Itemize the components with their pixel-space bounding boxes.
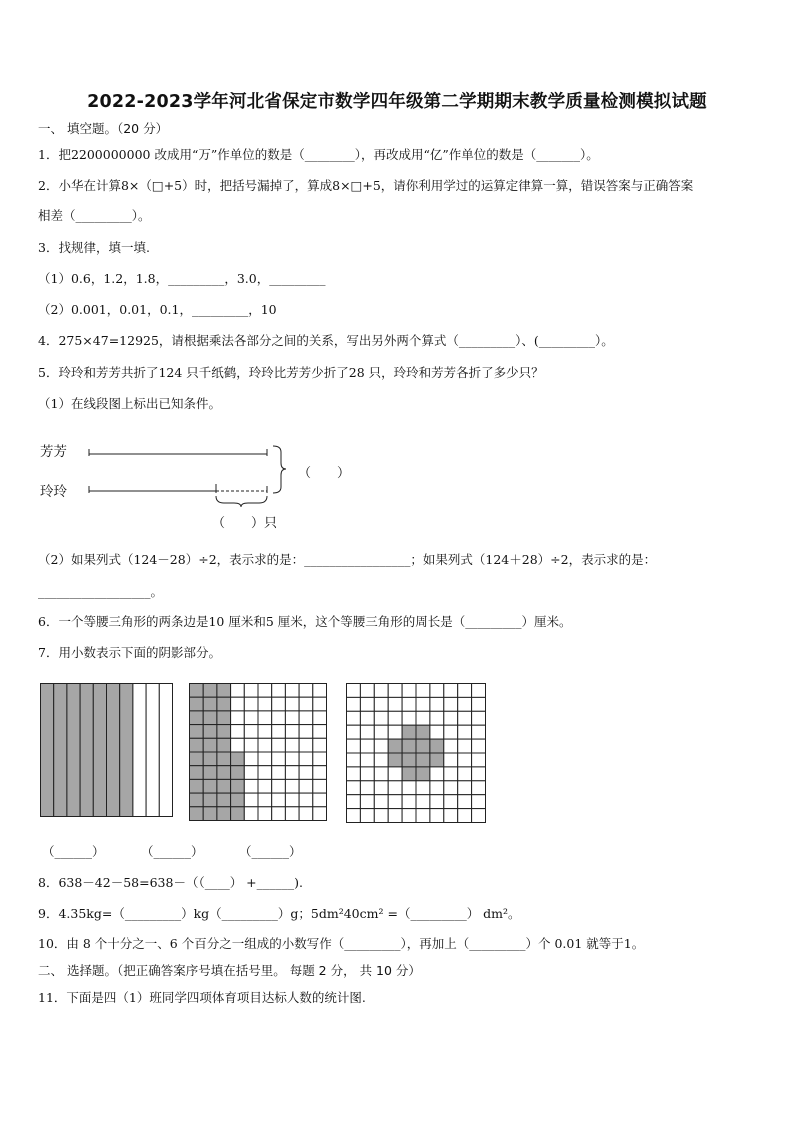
grid-cell	[430, 697, 444, 711]
grid-cell	[347, 795, 361, 809]
question-5-part-2-line-2: __________________。	[38, 584, 164, 599]
grid-cell	[360, 725, 374, 739]
grid-cell	[360, 767, 374, 781]
grid-cell	[258, 738, 272, 752]
question-4: 4．275×47=12925，请根据乘法各部分之间的关系，写出另外两个算式（_________）、(_________）。	[38, 333, 614, 348]
grid-cell	[444, 697, 458, 711]
grid-cell	[231, 711, 245, 725]
shaded-strip	[80, 684, 93, 817]
grid-cell	[374, 684, 388, 698]
grid-cell	[388, 725, 402, 739]
grid-cell	[444, 725, 458, 739]
q7-blank-2: （______）	[141, 844, 204, 859]
grid-cell	[313, 752, 327, 766]
grid-cell	[299, 684, 313, 698]
shaded-cell	[217, 793, 231, 807]
grid-cell	[388, 711, 402, 725]
grid-cell	[444, 781, 458, 795]
grid-cell	[430, 684, 444, 698]
grid-cell	[458, 809, 472, 823]
grid-cell	[272, 697, 286, 711]
grid-cell	[402, 684, 416, 698]
grid-cell	[244, 697, 258, 711]
grid-cell	[244, 766, 258, 780]
grid-cell	[313, 766, 327, 780]
q7-blank-1: （______）	[42, 844, 105, 859]
grid-cell	[272, 711, 286, 725]
shaded-cell	[203, 725, 217, 739]
grid-cell	[244, 807, 258, 821]
grid-cell	[360, 697, 374, 711]
grid-cell	[430, 725, 444, 739]
shaded-cell	[203, 793, 217, 807]
grid-cell	[313, 684, 327, 698]
grid-cell	[472, 795, 486, 809]
shaded-cell	[203, 752, 217, 766]
grid-cell	[272, 752, 286, 766]
shaded-cell	[217, 697, 231, 711]
shaded-strip	[67, 684, 80, 817]
shaded-cell	[388, 753, 402, 767]
grid-cell	[285, 697, 299, 711]
grid-cell	[416, 795, 430, 809]
label-lingling: 玲玲	[40, 484, 67, 500]
grid-cell	[258, 793, 272, 807]
grid-cell	[402, 711, 416, 725]
grid-cell	[313, 779, 327, 793]
grid-cell	[313, 697, 327, 711]
shaded-cell	[402, 725, 416, 739]
grid-cell	[244, 779, 258, 793]
question-5: 5．玲玲和芳芳共折了124 只千纸鹤，玲玲比芳芳少折了28 只，玲玲和芳芳各折了多少只？	[38, 365, 544, 380]
grid-cell	[313, 793, 327, 807]
grid-cell	[244, 793, 258, 807]
grid-cell	[458, 795, 472, 809]
shaded-cell	[203, 807, 217, 821]
shaded-cell	[190, 711, 204, 725]
section-2-heading: 二、 选择题。（把正确答案序号填在括号里。 每题 2 分， 共 10 分）	[38, 963, 421, 978]
shaded-cell	[402, 739, 416, 753]
grid-cell	[416, 697, 430, 711]
grid-cell	[416, 809, 430, 823]
shaded-cell	[231, 766, 245, 780]
grid-cell	[313, 711, 327, 725]
question-3-part-2: （2）0.001，0.01，0.1，_________，10	[38, 302, 277, 317]
grid-cell	[299, 738, 313, 752]
grid-cell	[472, 725, 486, 739]
total-brace	[273, 446, 286, 493]
grid-cell	[258, 752, 272, 766]
question-2-line-2: 相差（_________）。	[38, 208, 151, 223]
grid-cell	[231, 684, 245, 698]
difference-brace	[216, 496, 267, 507]
shaded-strip	[120, 684, 133, 817]
strip	[146, 684, 159, 817]
grid-cell	[444, 767, 458, 781]
grid-cell	[347, 739, 361, 753]
shaded-cell	[231, 793, 245, 807]
grid-cell	[430, 809, 444, 823]
grid-cell	[416, 684, 430, 698]
grid-cell	[313, 725, 327, 739]
shaded-cell	[203, 711, 217, 725]
shaded-cell	[190, 766, 204, 780]
question-6: 6．一个等腰三角形的两条边是10 厘米和5 厘米，这个等腰三角形的周长是（_________）厘米。	[38, 614, 572, 629]
grid-cell	[299, 697, 313, 711]
grid-cell	[472, 767, 486, 781]
shaded-strip	[41, 684, 54, 817]
grid-cell	[299, 752, 313, 766]
question-2-line-1: 2．小华在计算8×（□+5）时，把括号漏掉了，算成8×□+5，请你利用学过的运算定律算一算，错误答案与正确答案	[38, 178, 694, 193]
grid-cell	[285, 711, 299, 725]
grid-cell	[285, 779, 299, 793]
question-9: 9．4.35kg=（_________）kg（_________）g；5dm²40cm² =（_________） dm²。	[38, 906, 521, 921]
grid-cell	[231, 697, 245, 711]
shaded-cell	[217, 684, 231, 698]
question-5-part-2-line-1: （2）如果列式（124－28）÷2，表示求的是：_________________；如果列式（124＋28）÷2，表示求的是：	[38, 552, 657, 567]
figure-grid-c	[346, 683, 486, 823]
grid-cell	[402, 795, 416, 809]
grid-cell	[347, 767, 361, 781]
question-10: 10．由 8 个十分之一、6 个百分之一组成的小数写作（_________），再加上（_________）个 0.01 就等于1。	[38, 936, 645, 951]
grid-cell	[258, 807, 272, 821]
section-1-heading: 一、 填空题。（20 分）	[38, 121, 169, 136]
grid-cell	[472, 753, 486, 767]
grid-cell	[285, 793, 299, 807]
grid-cell	[285, 807, 299, 821]
grid-cell	[458, 711, 472, 725]
grid-cell	[444, 809, 458, 823]
grid-cell	[299, 766, 313, 780]
grid-cell	[272, 725, 286, 739]
grid-cell	[416, 781, 430, 795]
grid-cell	[388, 697, 402, 711]
grid-cell	[402, 781, 416, 795]
shaded-cell	[203, 766, 217, 780]
shaded-cell	[217, 738, 231, 752]
label-fangfang: 芳芳	[40, 444, 67, 460]
grid-cell	[272, 779, 286, 793]
grid-cell	[360, 781, 374, 795]
question-8: 8．638－42－58=638－（（____） +______).	[38, 875, 304, 890]
grid-cell	[347, 725, 361, 739]
grid-cell	[388, 809, 402, 823]
grid-cell	[402, 697, 416, 711]
grid-cell	[388, 684, 402, 698]
total-blank: （ ）	[298, 466, 351, 481]
strip	[159, 684, 172, 817]
grid-cell	[444, 753, 458, 767]
shaded-cell	[402, 767, 416, 781]
grid-cell	[374, 697, 388, 711]
grid-cell	[472, 781, 486, 795]
shaded-cell	[430, 753, 444, 767]
grid-cell	[313, 738, 327, 752]
grid-cell	[416, 711, 430, 725]
grid-cell	[458, 725, 472, 739]
grid-cell	[244, 684, 258, 698]
shaded-cell	[416, 739, 430, 753]
grid-cell	[444, 795, 458, 809]
shaded-cell	[416, 725, 430, 739]
grid-cell	[388, 767, 402, 781]
grid-cell	[258, 779, 272, 793]
grid-cell	[258, 725, 272, 739]
grid-cell	[430, 711, 444, 725]
shaded-cell	[231, 752, 245, 766]
figure-grid-b	[189, 683, 327, 821]
shaded-cell	[430, 739, 444, 753]
shaded-cell	[203, 779, 217, 793]
grid-cell	[258, 766, 272, 780]
grid-cell	[374, 795, 388, 809]
grid-cell	[285, 725, 299, 739]
question-11: 11．下面是四（1）班同学四项体育项目达标人数的统计图.	[38, 990, 366, 1005]
grid-cell	[299, 793, 313, 807]
grid-cell	[347, 809, 361, 823]
shaded-cell	[217, 711, 231, 725]
grid-cell	[444, 739, 458, 753]
grid-cell	[244, 752, 258, 766]
grid-cell	[374, 809, 388, 823]
grid-cell	[360, 684, 374, 698]
difference-blank: （ ）只	[212, 516, 278, 531]
shaded-cell	[231, 807, 245, 821]
shaded-strip	[54, 684, 67, 817]
grid-cell	[388, 795, 402, 809]
question-1: 1．把2200000000 改成用“万”作单位的数是（________），再改成用“亿”作单位的数是（_______）。	[38, 147, 599, 162]
shaded-cell	[402, 753, 416, 767]
shaded-cell	[217, 725, 231, 739]
shaded-cell	[190, 697, 204, 711]
shaded-cell	[217, 766, 231, 780]
grid-cell	[347, 781, 361, 795]
grid-cell	[285, 738, 299, 752]
grid-cell	[285, 684, 299, 698]
grid-cell	[313, 807, 327, 821]
grid-cell	[258, 711, 272, 725]
strip	[133, 684, 146, 817]
shaded-cell	[231, 779, 245, 793]
grid-cell	[472, 809, 486, 823]
grid-cell	[347, 684, 361, 698]
question-7: 7．用小数表示下面的阴影部分。	[38, 645, 221, 660]
grid-cell	[272, 766, 286, 780]
grid-cell	[458, 739, 472, 753]
shaded-cell	[190, 807, 204, 821]
grid-cell	[458, 753, 472, 767]
grid-cell	[285, 752, 299, 766]
grid-cell	[430, 781, 444, 795]
shaded-cell	[190, 738, 204, 752]
shaded-cell	[217, 752, 231, 766]
grid-cell	[360, 753, 374, 767]
grid-cell	[458, 684, 472, 698]
grid-cell	[360, 739, 374, 753]
grid-cell	[444, 711, 458, 725]
grid-cell	[458, 781, 472, 795]
shaded-cell	[416, 753, 430, 767]
shaded-cell	[190, 725, 204, 739]
grid-cell	[347, 697, 361, 711]
shaded-cell	[190, 779, 204, 793]
grid-cell	[430, 767, 444, 781]
grid-cell	[272, 684, 286, 698]
question-3: 3．找规律，填一填.	[38, 240, 150, 255]
shaded-cell	[217, 807, 231, 821]
grid-cell	[374, 711, 388, 725]
grid-cell	[299, 779, 313, 793]
grid-cell	[472, 711, 486, 725]
grid-cell	[374, 767, 388, 781]
grid-cell	[244, 738, 258, 752]
grid-cell	[472, 697, 486, 711]
grid-cell	[231, 738, 245, 752]
shaded-strip	[107, 684, 120, 817]
grid-cell	[430, 795, 444, 809]
grid-cell	[374, 781, 388, 795]
grid-cell	[388, 781, 402, 795]
grid-cell	[272, 738, 286, 752]
grid-cell	[360, 809, 374, 823]
shaded-cell	[203, 738, 217, 752]
grid-cell	[360, 711, 374, 725]
grid-cell	[458, 697, 472, 711]
grid-cell	[402, 809, 416, 823]
shaded-strip	[93, 684, 106, 817]
grid-cell	[374, 739, 388, 753]
grid-cell	[272, 807, 286, 821]
grid-cell	[444, 684, 458, 698]
grid-cell	[244, 725, 258, 739]
shaded-cell	[190, 684, 204, 698]
shaded-cell	[190, 793, 204, 807]
shaded-cell	[203, 684, 217, 698]
grid-cell	[374, 725, 388, 739]
shaded-cell	[416, 767, 430, 781]
grid-cell	[231, 725, 245, 739]
question-5-part-1: （1）在线段图上标出已知条件。	[38, 396, 221, 411]
q7-blank-3: （______）	[239, 844, 302, 859]
shaded-cell	[217, 779, 231, 793]
grid-cell	[347, 753, 361, 767]
grid-cell	[472, 739, 486, 753]
grid-cell	[347, 711, 361, 725]
grid-cell	[258, 697, 272, 711]
grid-cell	[244, 711, 258, 725]
shaded-cell	[190, 752, 204, 766]
grid-cell	[272, 793, 286, 807]
figure-strips	[40, 683, 173, 817]
grid-cell	[360, 795, 374, 809]
question-3-part-1: （1）0.6，1.2，1.8，_________，3.0，_________	[38, 271, 326, 286]
grid-cell	[258, 684, 272, 698]
grid-cell	[472, 684, 486, 698]
grid-cell	[458, 767, 472, 781]
shaded-cell	[203, 697, 217, 711]
grid-cell	[299, 711, 313, 725]
grid-cell	[299, 725, 313, 739]
shaded-cell	[388, 739, 402, 753]
grid-cell	[285, 766, 299, 780]
grid-cell	[374, 753, 388, 767]
grid-cell	[299, 807, 313, 821]
page-title: 2022-2023学年河北省保定市数学四年级第二学期期末教学质量检测模拟试题	[87, 92, 707, 112]
